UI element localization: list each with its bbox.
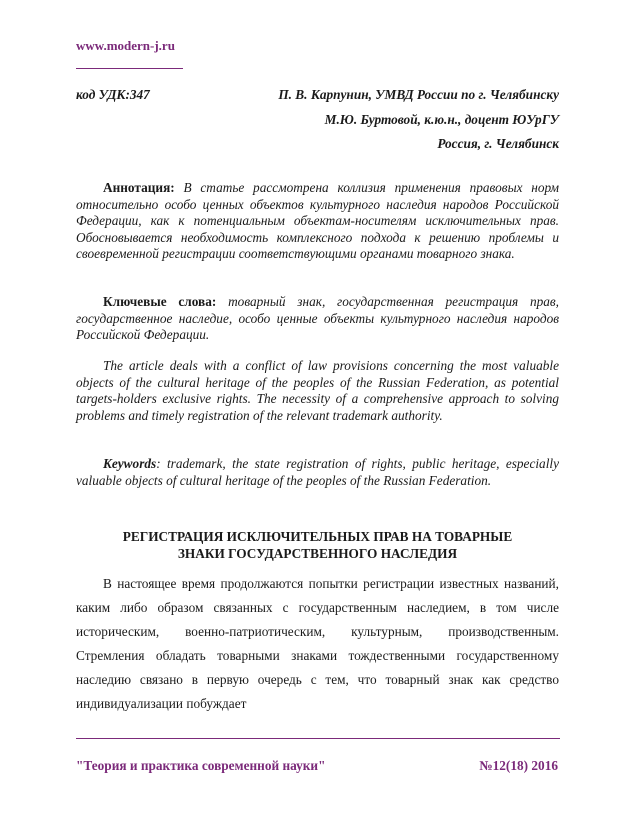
footer-divider [76,738,560,739]
site-underline [76,68,183,69]
author-line-1: П. В. Карпунин, УМВД России по г. Челябинску [278,87,559,102]
site-link[interactable]: www.modern-j.ru [76,38,175,53]
author-line-2: М.Ю. Буртовой, к.ю.н., доцент ЮУрГУ [324,112,559,127]
body-paragraph [76,572,559,716]
udk-code: код УДК:347 [76,87,150,102]
abstract-en-paragraph [76,358,559,424]
author-line-3: Россия, г. Челябинск [437,136,559,151]
body-text: В настоящее время продолжаются попытки регистрации известных названий, каким либо образом связанных с государственным наследием, в том числе историческим, военно-патриотическим, культурным, производственным. Стремления обладать товарными знаками тождественными государственному наследию связано в первую очередь с тем, что товарный знак как средство индивидуализации побуждает [76,576,559,711]
article-title [76,528,559,562]
keywords-en-label: Keywords [103,456,157,471]
footer-issue-number: №12(18) 2016 [479,758,558,773]
abstract-en-text: The article deals with a conflict of law provisions concerning the most valuable objects of the cultural heritage of the peoples of the Russian Federation, as potential targets-holders exclusive rights. The necessity of a comprehensive approach to solving problems and timely registration of the relevant trademark authority. [76,358,559,423]
annotation-text: В статье рассмотрена коллизия применения правовых норм относительно особо ценных объектов культурного наследия народов Российской Федерации, как к потенциальным объектам-носителям исключительных прав. Обосновывается необходимость комплексного подхода к решению проблемы и своевременной регистрации соответствующими органами товарного знака. [76,180,559,262]
keywords-ru-paragraph [76,294,559,344]
keywords-ru-label: Ключевые слова: [103,294,217,309]
footer-journal-name: "Теория и практика современной науки" [76,758,326,773]
keywords-ru-text: товарный знак, государственная регистрация прав, государственное наследие, особо ценные объекты культурного наследия народов Российской Федерации. [76,294,559,343]
keywords-en-paragraph [76,456,559,489]
keywords-en-text: : trademark, the state registration of rights, public heritage, especially valuable objects of cultural heritage of the peoples of the Russian Federation. [76,456,559,488]
article-title-line-1: РЕГИСТРАЦИЯ ИСКЛЮЧИТЕЛЬНЫХ ПРАВ НА ТОВАРНЫЕ [122,529,513,544]
article-title-line-2: ЗНАКИ ГОСУДАРСТВЕННОГО НАСЛЕДИЯ [177,546,458,561]
annotation-label: Аннотация: [103,180,175,195]
annotation-paragraph [76,180,559,263]
